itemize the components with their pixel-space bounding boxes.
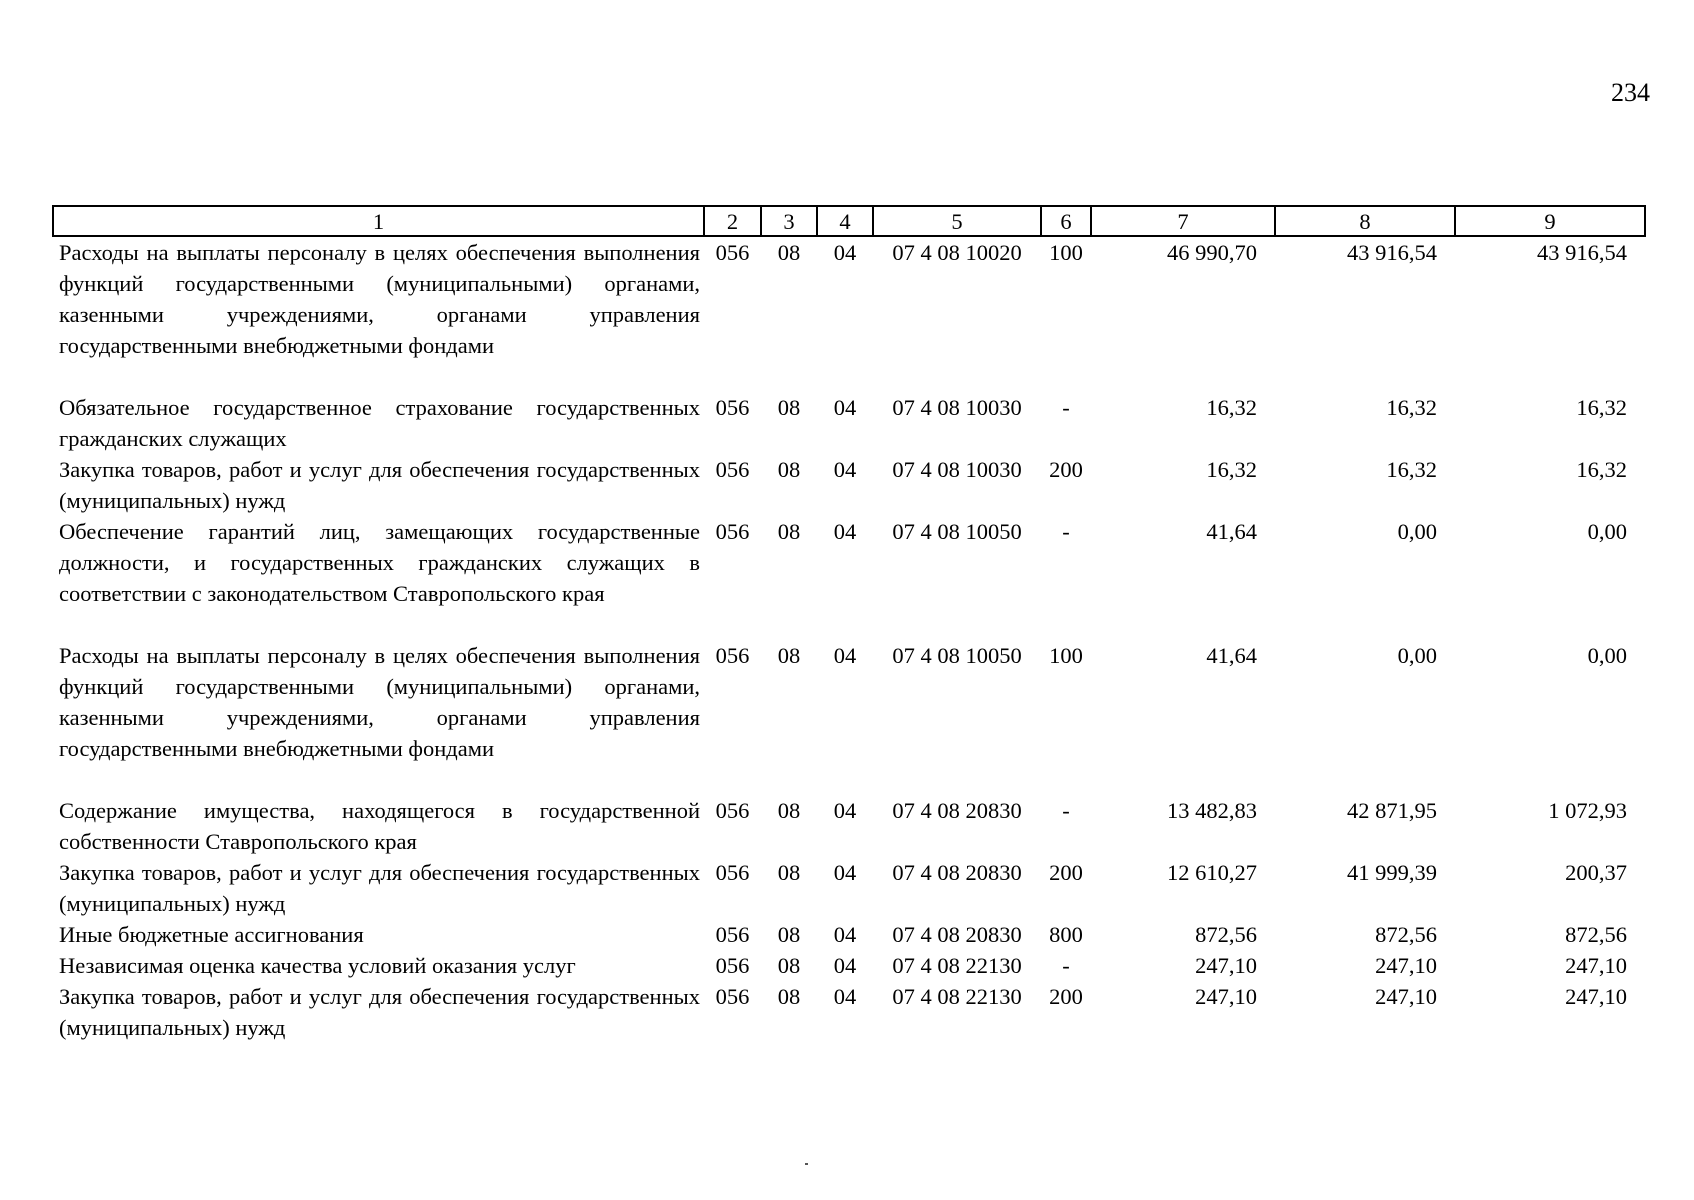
amount-col-8: 0,00 [1397,519,1437,544]
amount-col-8: 872,56 [1375,922,1437,947]
expense-type-code: - [1062,798,1070,823]
table-row [53,919,1645,950]
subsection-code: 04 [833,953,857,978]
row-description: Закупка товаров, работ и услуг для обеспечения государственных (муниципальных) нужд [59,984,700,1040]
amount-col-9: 16,32 [1576,457,1627,482]
ministry-code: 056 [715,953,750,978]
table-row [53,857,1645,919]
target-article-code: 07 4 08 10050 [892,643,1022,668]
target-article-code: 07 4 08 10020 [892,240,1022,265]
amount-col-7: 41,64 [1206,519,1257,544]
row-description: Расходы на выплаты персоналу в целях обеспечения выполнения функций государственными (муниципальными) органами, казенными учреждениями, органами управления государственными внебюджетными фондами [59,240,700,358]
section-code: 08 [777,457,801,482]
target-article-code: 07 4 08 22130 [892,953,1022,978]
ministry-code: 056 [715,240,750,265]
amount-col-9: 247,10 [1565,953,1627,978]
amount-col-9: 16,32 [1576,395,1627,420]
section-code: 08 [777,395,801,420]
section-code: 08 [777,798,801,823]
expense-type-code: 200 [1049,984,1083,1009]
amount-col-7: 247,10 [1195,984,1257,1009]
amount-col-8: 247,10 [1375,953,1437,978]
subsection-code: 04 [833,395,857,420]
ministry-code: 056 [715,922,750,947]
scan-speck [805,1163,808,1165]
amount-col-7: 46 990,70 [1167,240,1257,265]
subsection-code: 04 [833,798,857,823]
amount-col-8: 16,32 [1386,457,1437,482]
column-header: 8 [1275,206,1455,236]
section-code: 08 [777,984,801,1009]
subsection-code: 04 [833,922,857,947]
row-description: Содержание имущества, находящегося в государственной собственности Ставропольского края [59,798,700,854]
subsection-code: 04 [833,240,857,265]
column-header: 5 [873,206,1041,236]
table-row [53,392,1645,454]
section-code: 08 [777,240,801,265]
target-article-code: 07 4 08 20830 [892,798,1022,823]
subsection-code: 04 [833,860,857,885]
amount-col-7: 16,32 [1206,457,1257,482]
subsection-code: 04 [833,457,857,482]
page-number: 234 [1611,78,1650,107]
column-header: 3 [761,206,817,236]
amount-col-7: 13 482,83 [1167,798,1257,823]
amount-col-7: 16,32 [1206,395,1257,420]
expense-type-code: - [1062,953,1070,978]
amount-col-7: 12 610,27 [1167,860,1257,885]
amount-col-9: 0,00 [1587,519,1627,544]
row-description: Независимая оценка качества условий оказания услуг [59,953,576,978]
expense-type-code: 100 [1049,643,1083,668]
amount-col-7: 41,64 [1206,643,1257,668]
target-article-code: 07 4 08 22130 [892,984,1022,1009]
amount-col-8: 42 871,95 [1347,798,1437,823]
subsection-code: 04 [833,984,857,1009]
amount-col-9: 0,00 [1587,643,1627,668]
row-description: Обеспечение гарантий лиц, замещающих государственные должности, и государственных гражданских служащих в соответствии с законодательством Ставропольского края [59,519,700,606]
amount-col-9: 1 072,93 [1548,798,1627,823]
expense-type-code: - [1062,519,1070,544]
target-article-code: 07 4 08 10030 [892,457,1022,482]
table-row [53,950,1645,981]
column-header: 6 [1041,206,1091,236]
ministry-code: 056 [715,395,750,420]
target-article-code: 07 4 08 10030 [892,395,1022,420]
section-code: 08 [777,953,801,978]
table-row [53,981,1645,1043]
subsection-code: 04 [833,519,857,544]
expense-type-code: 800 [1049,922,1083,947]
amount-col-8: 41 999,39 [1347,860,1437,885]
row-description: Расходы на выплаты персоналу в целях обеспечения выполнения функций государственными (муниципальными) органами, казенными учреждениями, органами управления государственными внебюджетными фондами [59,643,700,761]
ministry-code: 056 [715,860,750,885]
target-article-code: 07 4 08 10050 [892,519,1022,544]
ministry-code: 056 [715,984,750,1009]
amount-col-7: 872,56 [1195,922,1257,947]
table-row [53,516,1645,640]
amount-col-8: 16,32 [1386,395,1437,420]
row-description: Иные бюджетные ассигнования [59,922,364,947]
column-header: 1 [53,206,704,236]
subsection-code: 04 [833,643,857,668]
expense-type-code: 200 [1049,457,1083,482]
section-code: 08 [777,643,801,668]
amount-col-8: 0,00 [1397,643,1437,668]
expense-type-code: 100 [1049,240,1083,265]
target-article-code: 07 4 08 20830 [892,860,1022,885]
amount-col-9: 872,56 [1565,922,1627,947]
column-number-header-row [53,206,1645,236]
expense-type-code: 200 [1049,860,1083,885]
row-description: Обязательное государственное страхование государственных гражданских служащих [59,395,700,451]
column-header: 9 [1455,206,1645,236]
ministry-code: 056 [715,798,750,823]
amount-col-8: 43 916,54 [1347,240,1437,265]
amount-col-9: 200,37 [1565,860,1627,885]
amount-col-7: 247,10 [1195,953,1257,978]
table-row [53,454,1645,516]
section-code: 08 [777,922,801,947]
section-code: 08 [777,519,801,544]
table-row [53,236,1645,392]
row-description: Закупка товаров, работ и услуг для обеспечения государственных (муниципальных) нужд [59,860,700,916]
section-code: 08 [777,860,801,885]
amount-col-9: 247,10 [1565,984,1627,1009]
table-row [53,640,1645,795]
amount-col-9: 43 916,54 [1537,240,1627,265]
expense-type-code: - [1062,395,1070,420]
row-description: Закупка товаров, работ и услуг для обеспечения государственных (муниципальных) нужд [59,457,700,513]
budget-table [52,205,1646,1043]
ministry-code: 056 [715,457,750,482]
column-header: 7 [1091,206,1275,236]
target-article-code: 07 4 08 20830 [892,922,1022,947]
column-header: 4 [817,206,873,236]
table-row [53,795,1645,857]
ministry-code: 056 [715,643,750,668]
amount-col-8: 247,10 [1375,984,1437,1009]
ministry-code: 056 [715,519,750,544]
column-header: 2 [704,206,761,236]
